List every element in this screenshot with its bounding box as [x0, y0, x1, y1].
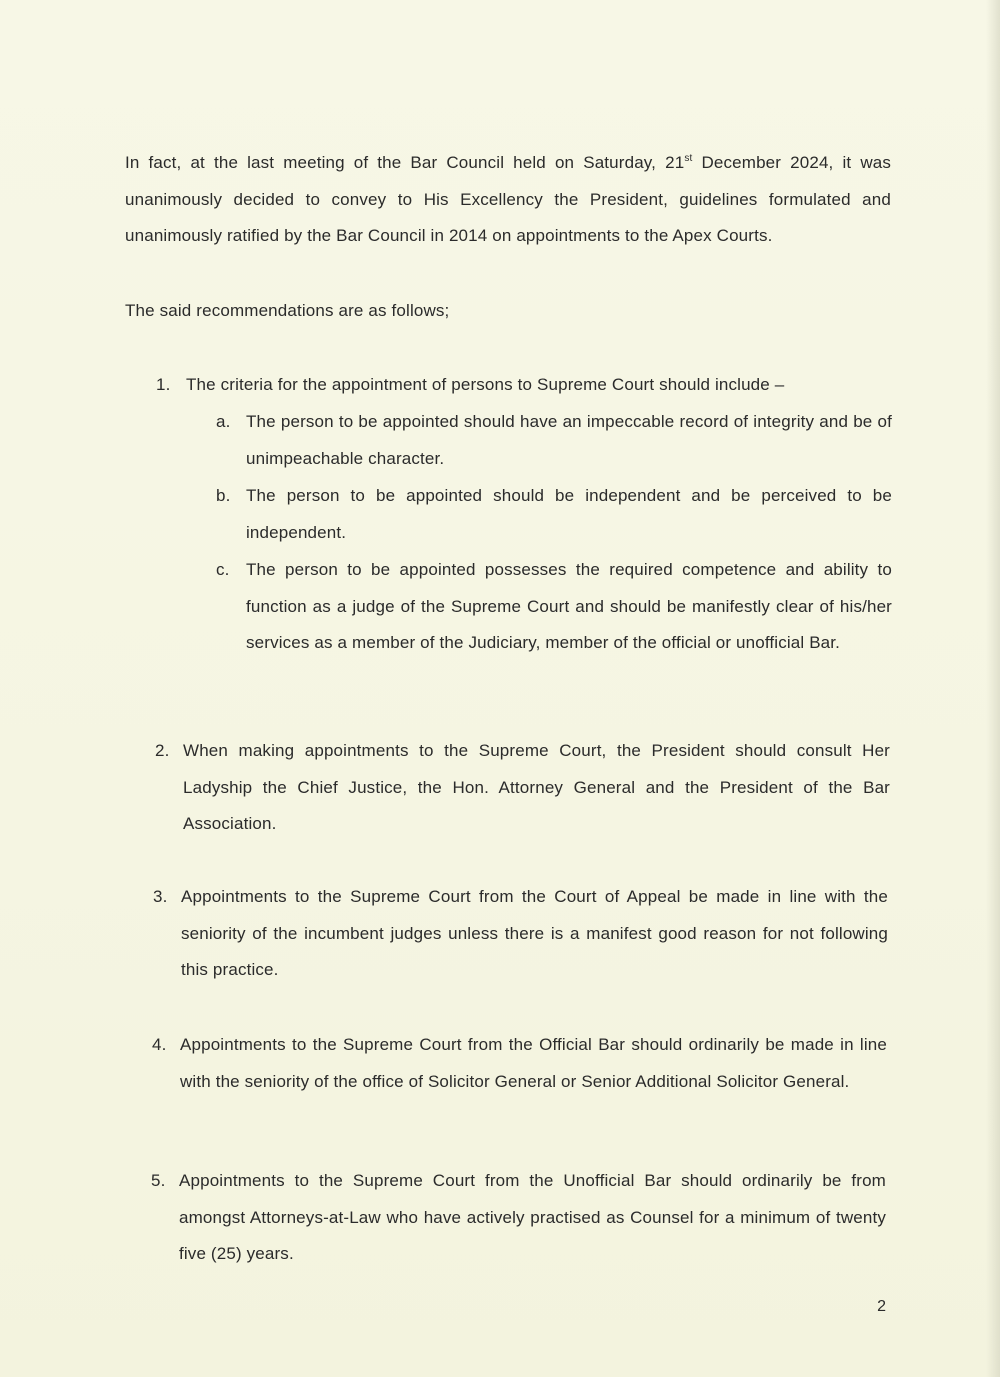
list-item-text: When making appointments to the Supreme Court, the President should consult Her Ladyship the Chief Justice, the Hon. Attorney General and the President of the Bar Association. [183, 741, 890, 833]
sub-list-item-text: The person to be appointed should be independent and be perceived to be independent. [246, 486, 892, 542]
lead-in-paragraph: The said recommendations are as follows; [125, 301, 450, 320]
intro-text-part1: In fact, at the last meeting of the Bar Council held on Saturday, 21 [125, 153, 685, 172]
list-item [155, 733, 890, 843]
list-item-text: The criteria for the appointment of persons to Supreme Court should include – [186, 375, 785, 394]
sub-list-item-letter: c. [216, 560, 230, 579]
list-item-number: 5. [151, 1171, 166, 1190]
list-item-text: Appointments to the Supreme Court from the Unofficial Bar should ordinarily be from amongst Attorneys-at-Law who have actively practised as Counsel for a minimum of twenty five (25) years. [179, 1171, 886, 1263]
page-number: 2 [877, 1298, 886, 1315]
sub-list-item-text: The person to be appointed possesses the required competence and ability to function as a judge of the Supreme Court and should be manifestly clear of his/her services as a member of the Judiciary, member of the official or unofficial Bar. [246, 560, 892, 652]
sub-list-item [216, 478, 892, 551]
sub-list-item-letter: a. [216, 412, 231, 431]
intro-paragraph [125, 145, 891, 255]
list-item-text: Appointments to the Supreme Court from the Official Bar should ordinarily be made in line with the seniority of the office of Solicitor General or Senior Additional Solicitor General. [180, 1035, 887, 1091]
page-edge-shadow [986, 0, 1000, 1391]
list-item [152, 1027, 887, 1100]
list-item-text: Appointments to the Supreme Court from the Court of Appeal be made in line with the seniority of the incumbent judges unless there is a manifest good reason for not following this practice. [181, 887, 888, 979]
sub-list-item-text: The person to be appointed should have an impeccable record of integrity and be of unimpeachable character. [246, 412, 892, 468]
intro-text-part2: December 2024, it was unanimously decided to convey to His Excellency the President, guidelines formulated and unanimously ratified by the Bar Council in 2014 on appointments to the Apex Courts. [125, 153, 891, 245]
sub-list-item [216, 404, 892, 477]
ordinal-suffix: st [684, 153, 693, 164]
list-item-number: 3. [153, 887, 168, 906]
list-item-number: 4. [152, 1035, 167, 1054]
list-item-number: 1. [156, 375, 171, 394]
list-item-number: 2. [155, 741, 170, 760]
sub-list-item [216, 552, 892, 662]
list-item [151, 1163, 886, 1273]
page-bottom-margin [0, 1377, 1000, 1391]
list-item [153, 879, 888, 989]
sub-list-item-letter: b. [216, 486, 231, 505]
list-item [156, 367, 892, 404]
